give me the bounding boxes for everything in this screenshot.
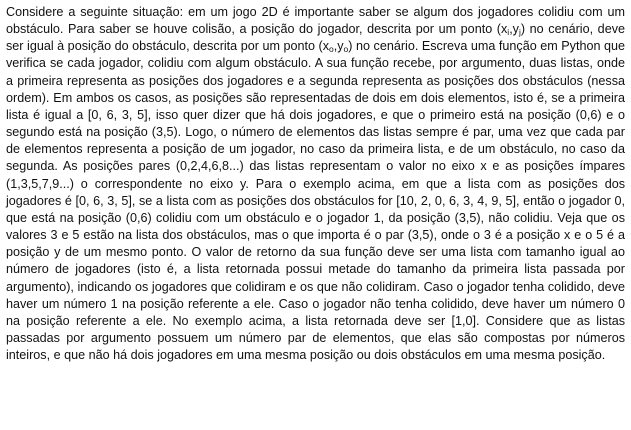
text-segment: ,y (333, 39, 344, 54)
subscript: o (343, 44, 349, 55)
subscript: j (518, 27, 521, 38)
subscript: i (507, 27, 510, 38)
problem-statement-paragraph (6, 4, 625, 364)
text-segment: ) no cenário. Escreva uma função em Python que verifica se cada jogador, colidiu com algum obstáculo. A sua função recebe, por argumento, duas listas, onde a primeira representa as posições dos jogadores e a segunda representa as posições dos obstáculos (nessa ordem). Em ambos os casos, as posições são representadas de dois em dois elementos, isto é, se a primeira lista é igual a [0, 6, 3, 5], isso quer dizer que há dois jogadores, e que o primeiro está na posição (0,6) e o segundo está na posição (3,5). Logo, o número de elementos das listas sempre é par, uma vez que cada par de elementos representa a posição de um jogador, no caso da primeira lista, e de um obstáculo, no caso da segunda. As posições pares (0,2,4,6,8...) das listas representam o valor no eixo x e as posições ímpares (1,3,5,7,9...) o correspondente no eixo y. Para o exemplo acima, em que a lista com as posições dos jogadores é [0, 6, 3, 5], se a lista com as posições dos obstáculos for [10, 2, 0, 6, 3, 4, 9, 5], então o jogador 0, que está na posição (0,6) colidiu com um obstáculo e o jogador 1, da posição (3,5), não colidiu. Veja que os valores 3 e 5 estão na lista dos obstáculos, mas o que importa é o par (3,5), onde o 3 é a posição x e o 5 é a posição y de um mesmo ponto. O valor de retorno da sua função deve ser uma lista com tamanho igual ao número de jogadores (isto é, a lista retornada possui metade do tamanho da primeira lista passada por argumento), indicando os jogadores que colidiram e os que não colidiram. Caso o jogador tenha colidido, deve haver um número 1 na posição referente a ele. Caso o jogador não tenha colidido, deve haver um número 0 na posição referente a ele. No exemplo acima, a lista retornada deve ser [1,0]. Considere que as listas passadas por argumento possuem um número par de elementos, que elas são compostas por números inteiros, e que não há dois jogadores em uma mesma posição ou dois obstáculos em uma mesma posição. (6, 39, 625, 363)
text-segment: ,y (509, 22, 519, 37)
text-segment: Considere a seguinte situação: em um jogo 2D é importante saber se algum dos jogadores colidiu com um obstáculo. Para saber se houve colisão, a posição do jogador, descrita por um ponto (x (6, 5, 625, 37)
subscript: o (329, 44, 334, 55)
text-segment: ) no cenário, deve ser igual à posição do obstáculo, descrita por um ponto (x (6, 22, 625, 54)
